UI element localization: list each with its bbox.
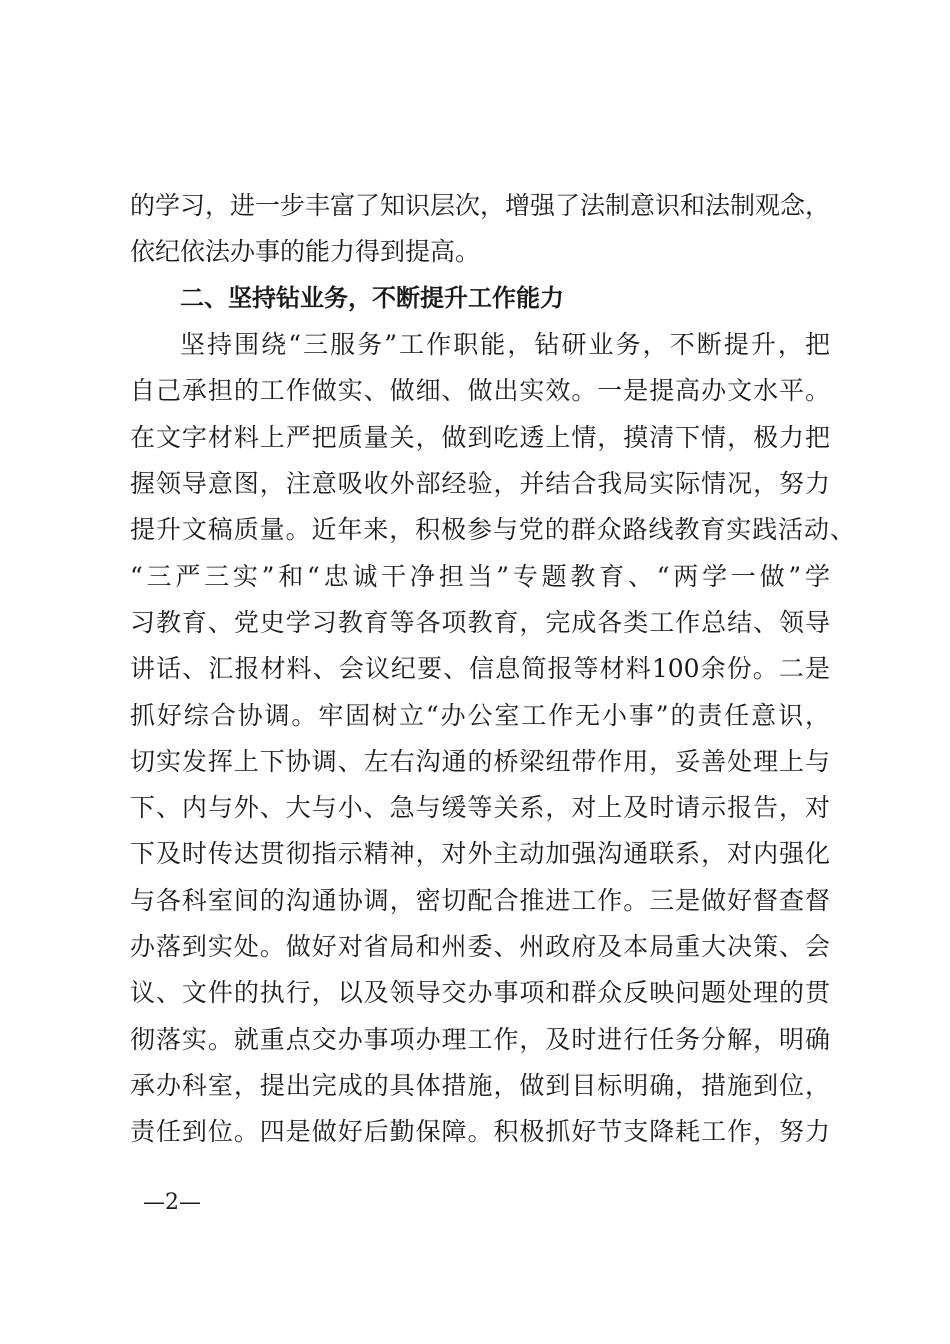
text-line: 切实发挥上下协调、左右沟通的桥梁纽带作用，妥善处理上与 (130, 747, 830, 776)
text-line: 议、文件的执行，以及领导交办事项和群众反映问题处理的贯 (130, 978, 830, 1007)
text-line: 下及时传达贯彻指示精神，对外主动加强沟通联系，对内强化 (130, 839, 830, 868)
text-line: 依纪依法办事的能力得到提高。 (130, 237, 481, 266)
text-line: 办落到实处。做好对省局和州委、州政府及本局重大决策、会 (130, 932, 830, 961)
text-line: 在文字材料上严把质量关，做到吃透上情，摸清下情，极力把 (130, 423, 830, 452)
text-line: 的学习，进一步丰富了知识层次，增强了法制意识和法制观念， (130, 191, 831, 220)
text-line: 讲话、汇报材料、会议纪要、信息简报等材料100余份。二是 (130, 654, 830, 683)
text-line: 自己承担的工作做实、做细、做出实效。一是提高办文水平。 (130, 376, 830, 405)
text-line: 承办科室，提出完成的具体措施，做到目标明确，措施到位， (130, 1071, 830, 1100)
paragraph-first-line: 坚持围绕“三服务”工作职能，钻研业务，不断提升，把 (180, 330, 830, 359)
text-line: 握领导意图，注意吸收外部经验，并结合我局实际情况，努力 (130, 469, 830, 498)
text-line: 责任到位。四是做好后勤保障。积极抓好节支降耗工作，努力 (130, 1117, 830, 1146)
text-line: “三严三实”和“忠诚干净担当”专题教育、“两学一做”学 (130, 562, 830, 591)
section-heading: 二、坚持钻业务，不断提升工作能力 (180, 284, 564, 312)
text-line: 彻落实。就重点交办事项办理工作，及时进行任务分解，明确 (130, 1025, 830, 1054)
text-line: 抓好综合协调。牢固树立“办公室工作无小事”的责任意识， (130, 701, 830, 730)
text-line: 习教育、党史学习教育等各项教育，完成各类工作总结、领导 (130, 608, 830, 637)
text-line: 与各科室间的沟通协调，密切配合推进工作。三是做好督查督 (130, 886, 830, 915)
page-number: —2— (143, 1190, 201, 1215)
text-line: 提升文稿质量。近年来，积极参与党的群众路线教育实践活动、 (130, 515, 855, 544)
text-line: 下、内与外、大与小、急与缓等关系，对上及时请示报告，对 (130, 793, 830, 822)
